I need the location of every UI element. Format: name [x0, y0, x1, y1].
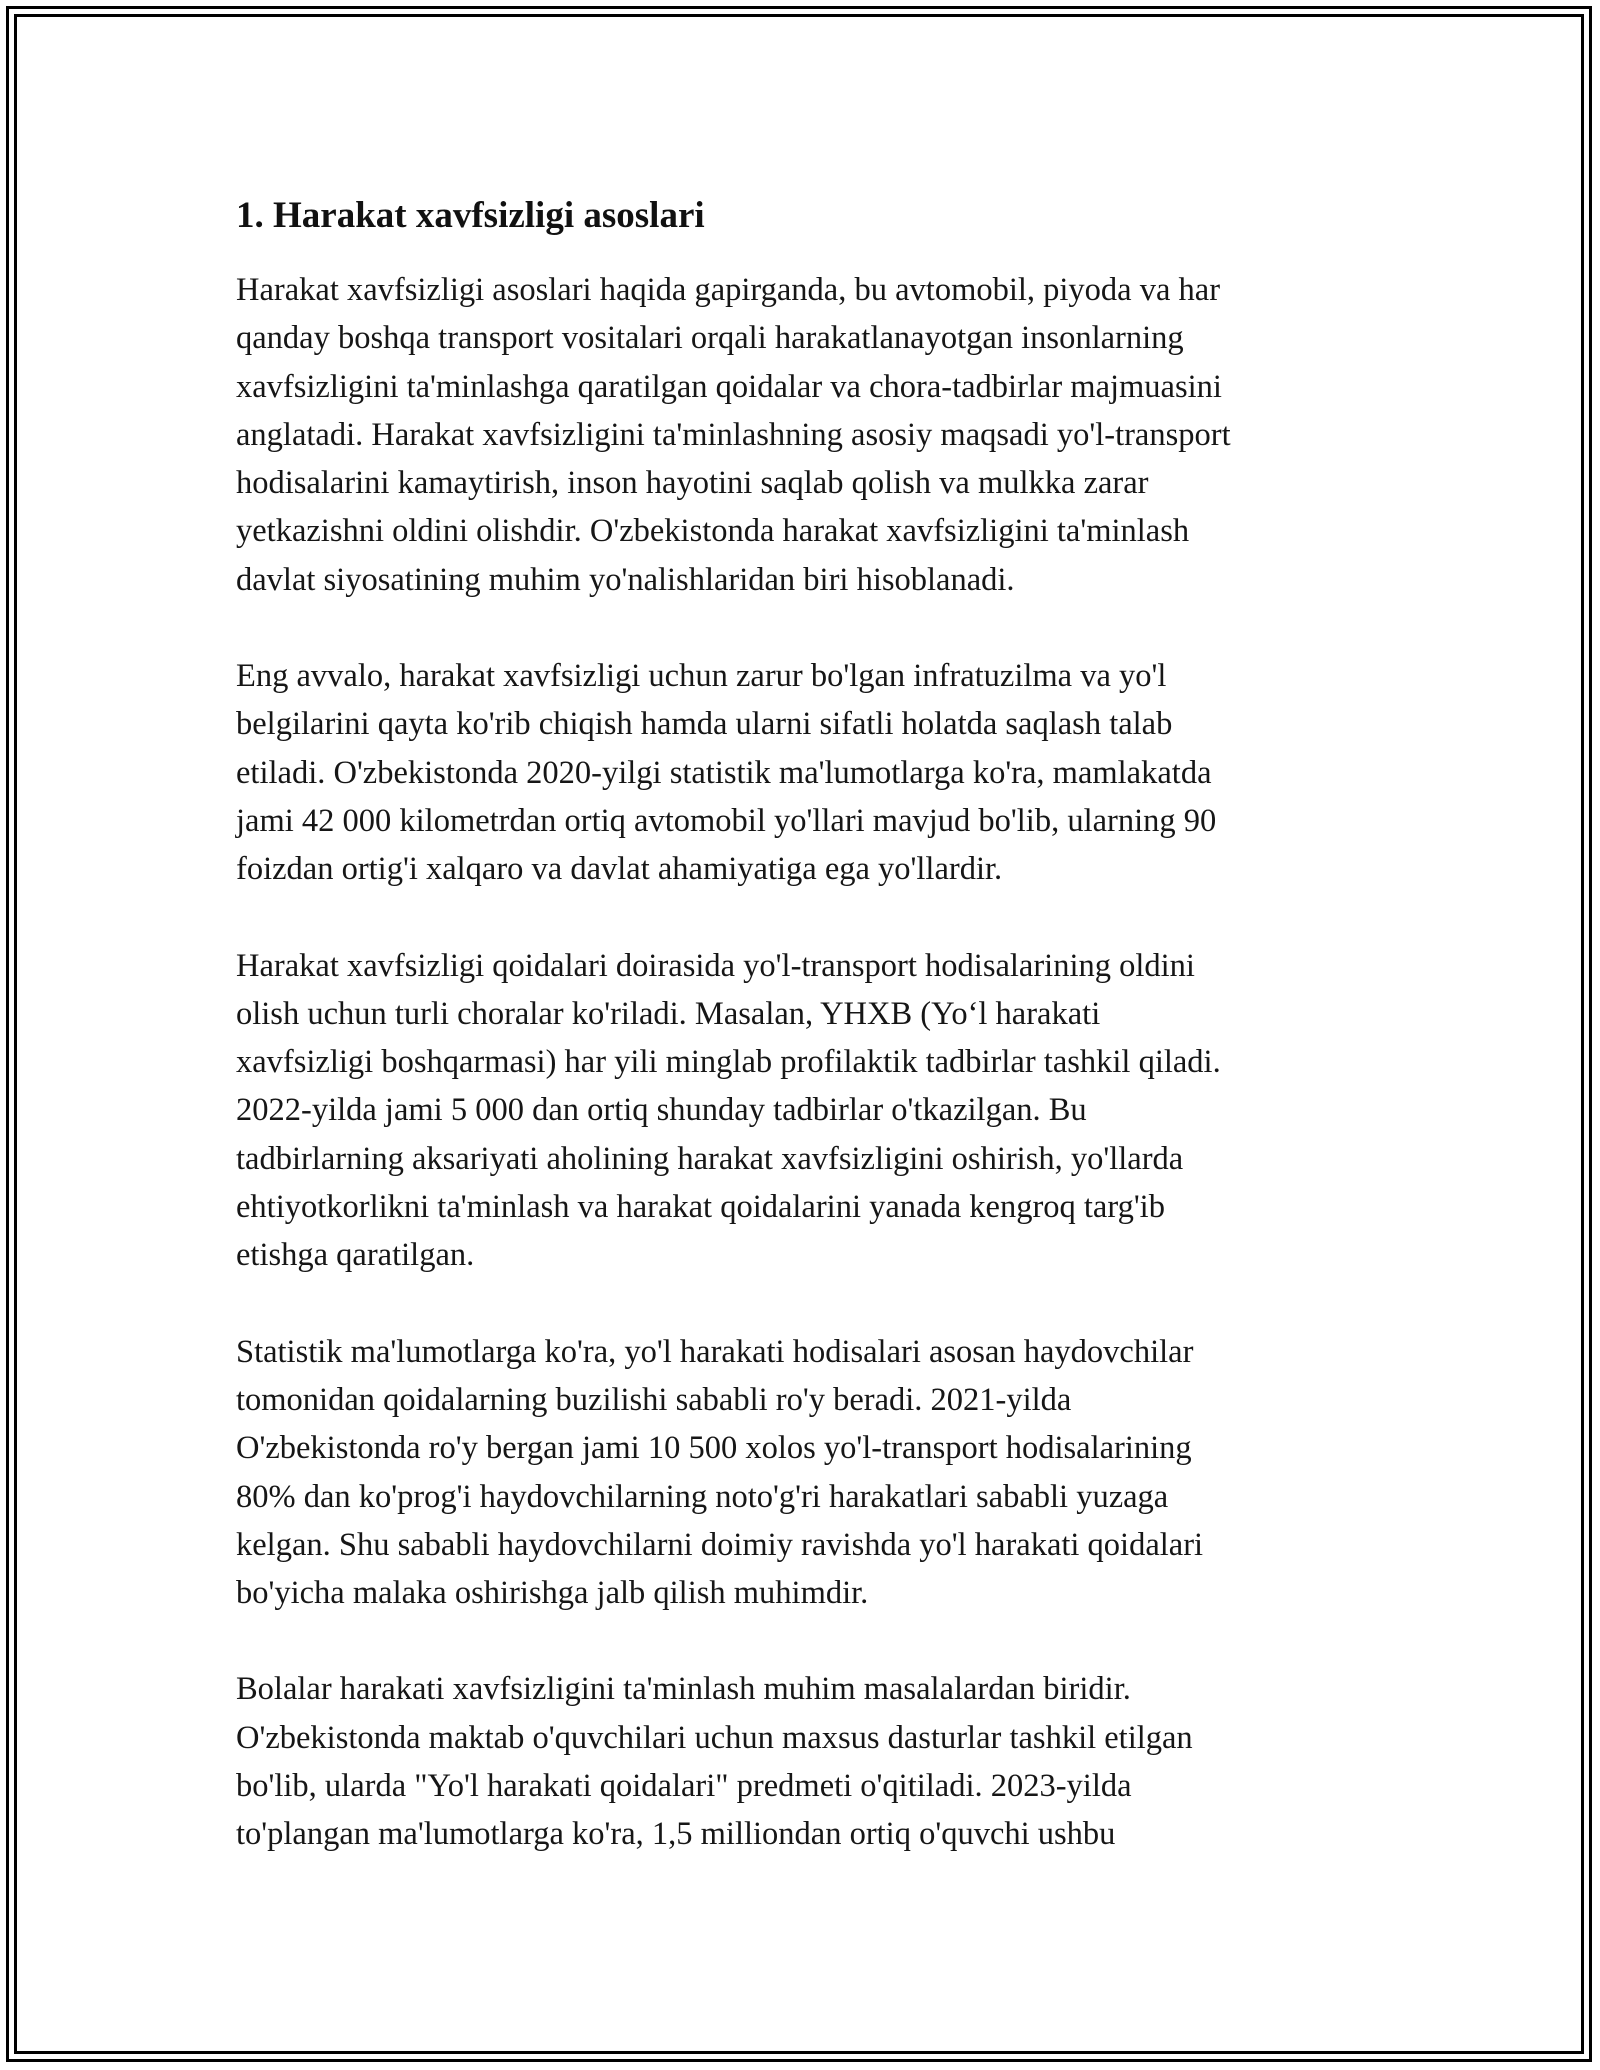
paragraph-4: Statistik ma'lumotlarga ko'ra, yo'l harakati hodisalari asosan haydovchilar tomonidan qoidalarning buzilishi sababli ro'y beradi. 2021-yilda O'zbekistonda ro'y bergan jami 10 500 xolos yo'l-transport hodisalarining 80% dan ko'prog'i haydovchilarning noto'g'ri harakatlari sababli yuzaga kelgan. Shu sababli haydovchilarni doimiy ravishda yo'l harakati qoidalari bo'yicha malaka oshirishga jalb qilish muhimdir.	[236, 1333, 1204, 1612]
paragraph-5: Bolalar harakati xavfsizligini ta'minlash muhim masalalardan biridir. O'zbekistonda maktab o'quvchilari uchun maxsus dasturlar tashkil etilgan bo'lib, ularda "Yo'l harakati qoidalari" predmeti o'qitiladi. 2023-yilda to'plangan ma'lumotlarga ko'ra, 1,5 milliondan ortiq o'quvchi ushbu	[236, 1671, 1193, 1853]
paragraph-2: Eng avvalo, harakat xavfsizligi uchun zarur bo'lgan infratuzilma va yo'l belgilarini qayta ko'rib chiqish hamda ularni sifatli holatda saqlash talab etiladi. O'zbekistonda 2020-yilgi statistik ma'lumotlarga ko'ra, mamlakatda jami 42 000 kilometrdan ortiq avtomobil yo'llari mavjud bo'lib, ularning 90 foizdan ortig'i xalqaro va davlat ahamiyatiga ega yo'llardir.	[236, 658, 1217, 888]
section-heading: 1. Harakat xavfsizligi asoslari	[236, 195, 705, 236]
document-body	[236, 190, 1376, 1907]
paragraph-3: Harakat xavfsizligi qoidalari doirasida yo'l-transport hodisalarining oldini olish uchun turli choralar ko'riladi. Masalan, YHXB (Yo‘l harakati xavfsizligi boshqarmasi) har yili minglab profilaktik tadbirlar tashkil qiladi. 2022-yilda jami 5 000 dan ortiq shunday tadbirlar o'tkazilgan. Bu tadbirlarning aksariyati aholining harakat xavfsizligini oshirish, yo'llarda ehtiyotkorlikni ta'minlash va harakat qoidalarini yanada kengroq targ'ib etishga qaratilgan.	[236, 947, 1221, 1274]
paragraph-1: Harakat xavfsizligi asoslari haqida gapirganda, bu avtomobil, piyoda va har qanday boshqa transport vositalari orqali harakatlanayotgan insonlarning xavfsizligini ta'minlashga qaratilgan qoidalar va chora-tadbirlar majmuasini anglatadi. Harakat xavfsizligini ta'minlashning asosiy maqsadi yo'l-transport hodisalarini kamaytirish, inson hayotini saqlab qolish va mulkka zarar yetkazishni oldini olishdir. O'zbekistonda harakat xavfsizligini ta'minlash davlat siyosatining muhim yo'nalishlaridan biri hisoblanadi.	[236, 272, 1231, 598]
